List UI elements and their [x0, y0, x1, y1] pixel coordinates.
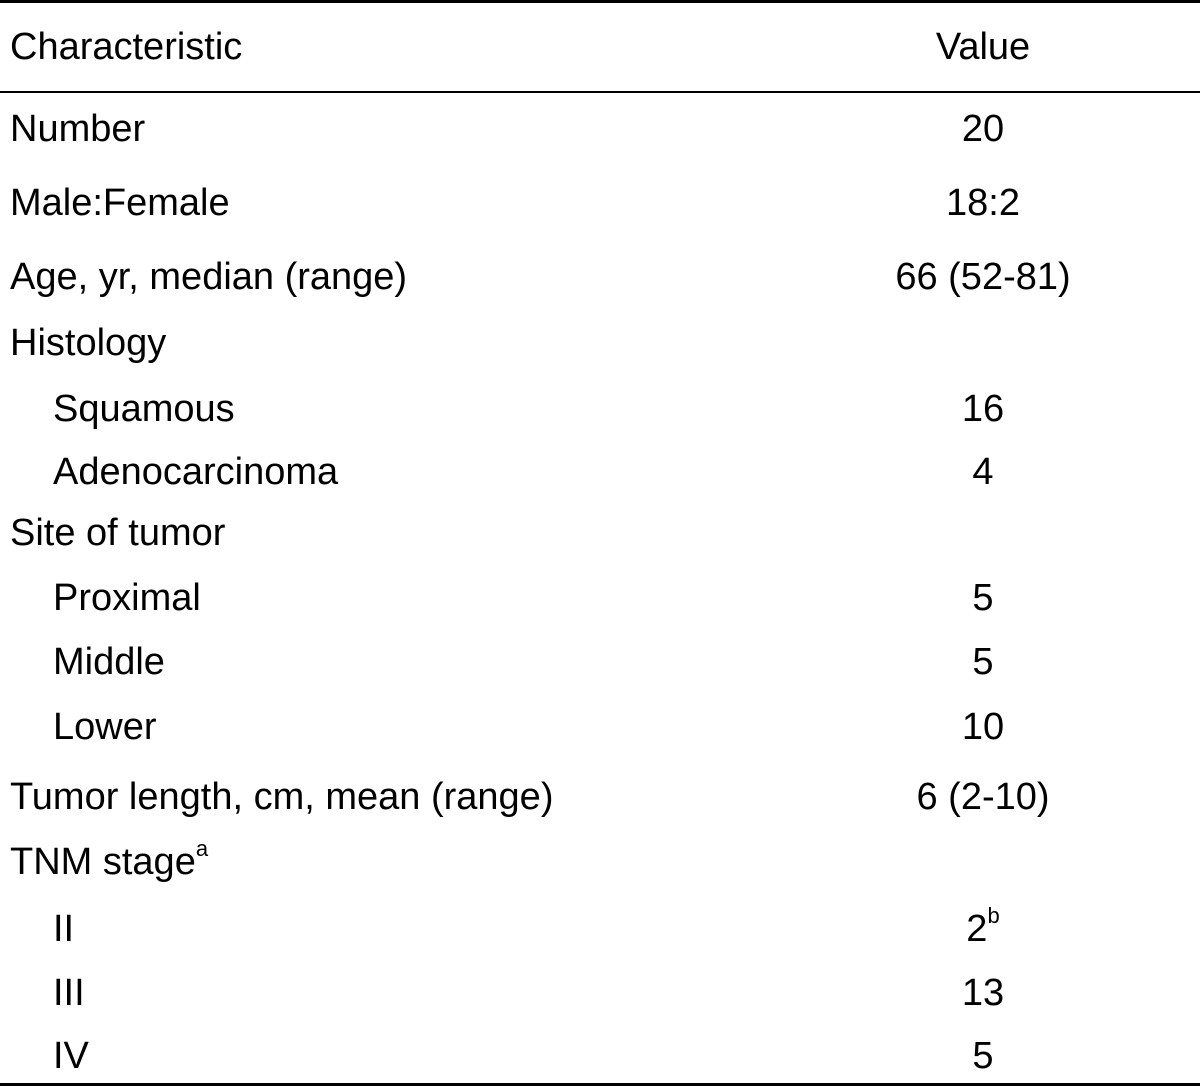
row-label: Number: [10, 108, 146, 150]
table-row: [0, 899, 1200, 959]
table-row: [0, 99, 1200, 159]
table-row: [0, 697, 1200, 757]
header-value: Value: [935, 26, 1031, 68]
row-value: 10: [961, 706, 1005, 748]
header-characteristic: Characteristic: [10, 26, 243, 68]
row-value: 66 (52-81): [895, 256, 1071, 298]
row-value: 13: [961, 972, 1005, 1014]
table-row: [0, 767, 1200, 827]
row-label: Adenocarcinoma: [53, 451, 339, 493]
row-value: 18:2: [946, 182, 1020, 224]
row-label: Proximal: [53, 577, 201, 619]
row-label: Age, yr, median (range): [10, 256, 408, 298]
table-header-row: [0, 17, 1200, 77]
section-label: Site of tumor: [10, 512, 226, 554]
row-value: 5: [972, 641, 994, 683]
row-label: Middle: [53, 641, 165, 683]
row-value: 5: [972, 577, 994, 619]
table-bottom-rule: [0, 1083, 1200, 1086]
row-label: Male:Female: [10, 182, 230, 224]
section-label: [10, 832, 208, 892]
table-top-rule: [0, 0, 1200, 3]
row-value: 16: [961, 388, 1005, 430]
row-label: Lower: [53, 706, 157, 748]
table-section-row: [0, 313, 1200, 373]
row-value: 5: [972, 1035, 994, 1077]
row-value: 4: [972, 451, 994, 493]
table-row: [0, 632, 1200, 692]
row-label: II: [53, 908, 75, 950]
row-label: III: [53, 972, 85, 1014]
table-row: [0, 1026, 1200, 1086]
section-label-text: TNM stage: [10, 841, 196, 883]
table-row: [0, 568, 1200, 628]
table-row: [0, 963, 1200, 1023]
row-label: Tumor length, cm, mean (range): [10, 776, 554, 818]
footnote-marker: a: [195, 836, 209, 862]
table-section-row: [0, 503, 1200, 563]
row-label: IV: [53, 1035, 89, 1077]
table-row: [0, 247, 1200, 307]
row-value: 20: [961, 108, 1005, 150]
table-section-row: [0, 832, 1200, 892]
table-row: [0, 379, 1200, 439]
row-value: [883, 899, 1083, 959]
footnote-marker: b: [987, 903, 1000, 929]
section-label: Histology: [10, 322, 167, 364]
table-row: [0, 173, 1200, 233]
table-row: [0, 442, 1200, 502]
table-header-rule: [0, 91, 1200, 93]
row-value-text: 2: [966, 908, 988, 950]
row-value: 6 (2-10): [916, 776, 1050, 818]
row-label: Squamous: [53, 388, 235, 430]
